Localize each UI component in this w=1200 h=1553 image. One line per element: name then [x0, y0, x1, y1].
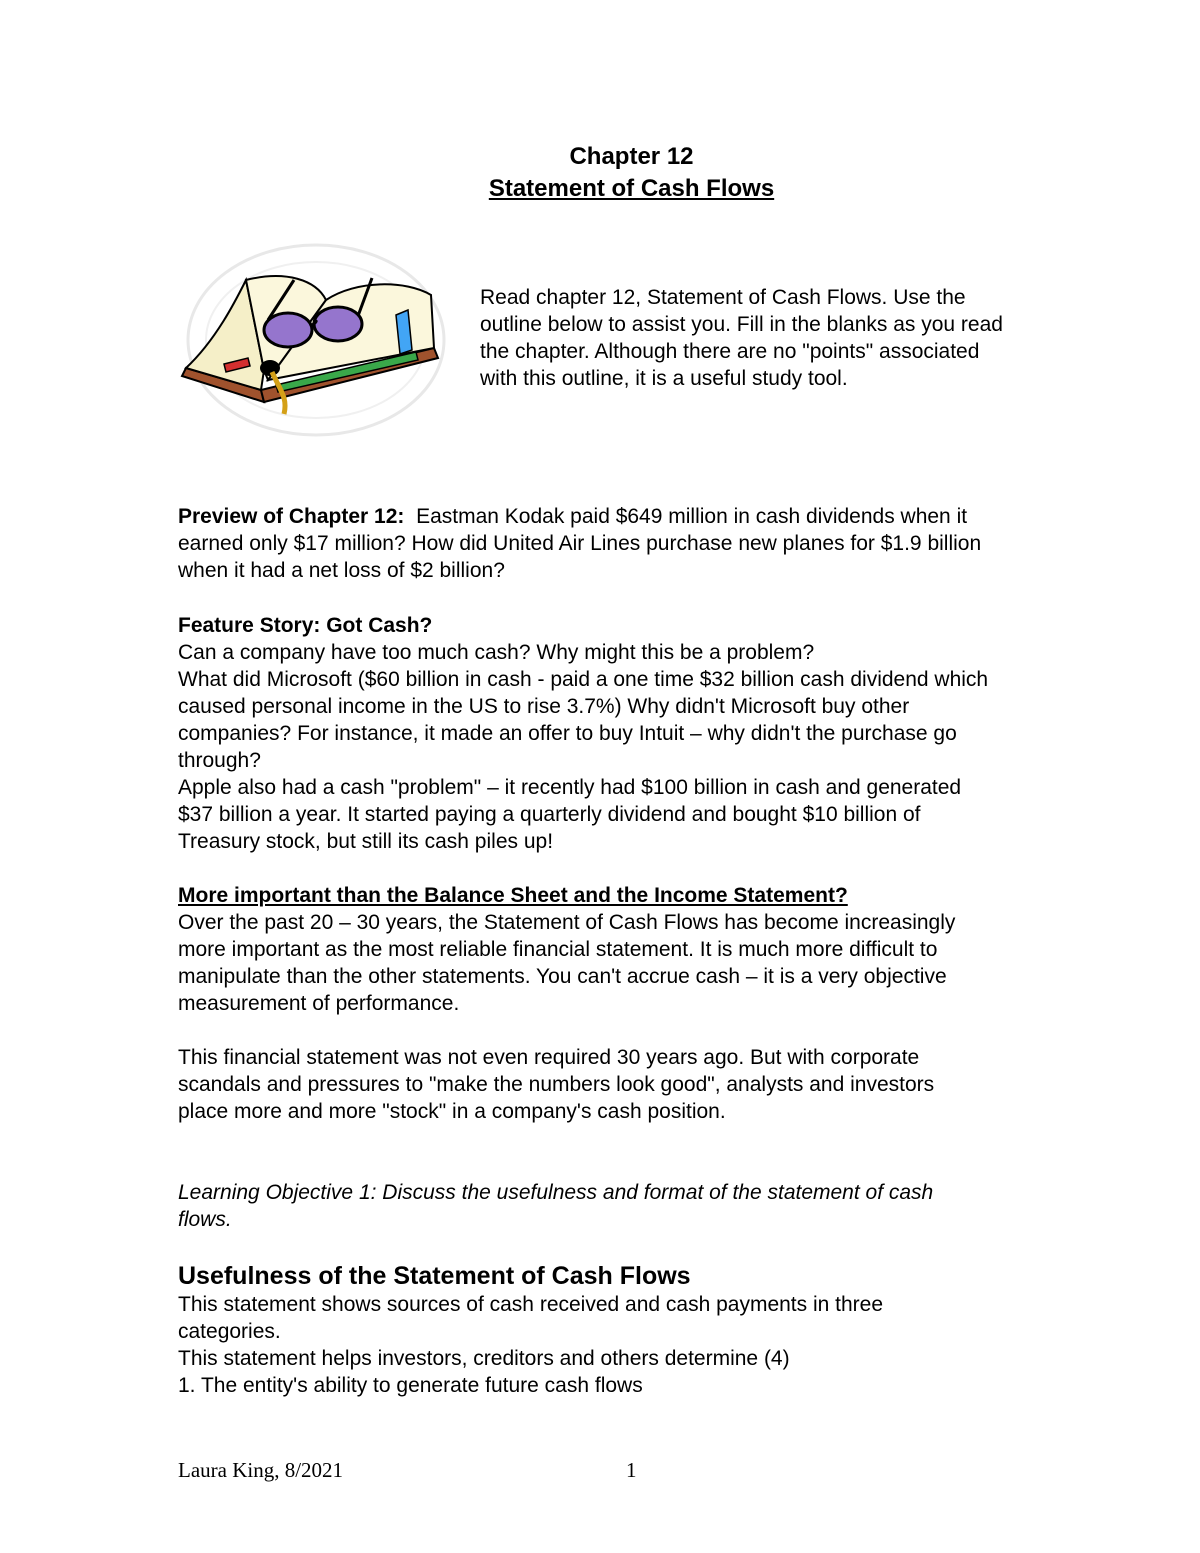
preview-line: earned only $17 million? How did United Air Lines purchase new planes for $1.9 billion — [178, 532, 982, 555]
history-line: This financial statement was not even required 30 years ago. But with corporate — [178, 1046, 920, 1069]
intro-line: with this outline, it is a useful study tool. — [480, 367, 848, 390]
feature-heading: Feature Story: Got Cash? — [178, 614, 433, 637]
history-line: scandals and pressures to "make the numbers look good", analysts and investors — [178, 1073, 935, 1096]
intro-line: Read chapter 12, Statement of Cash Flows. Use the — [480, 286, 966, 309]
history-line: place more and more "stock" in a company's cash position. — [178, 1100, 726, 1123]
usefulness-section — [178, 1261, 1108, 1399]
feature-line: What did Microsoft ($60 billion in cash - paid a one time $32 billion cash dividend which — [178, 668, 989, 691]
usefulness-line: This statement helps investors, creditors and others determine (4) — [178, 1347, 790, 1370]
intro-paragraph — [480, 284, 1120, 392]
importance-line: measurement of performance. — [178, 992, 460, 1015]
feature-line: companies? For instance, it made an offer to buy Intuit – why didn't the purchase go — [178, 722, 957, 745]
learning-objective — [178, 1179, 1108, 1233]
intro-line: the chapter. Although there are no "points" associated — [480, 340, 980, 363]
feature-line: Treasury stock, but still its cash piles up! — [178, 830, 554, 853]
feature-line: through? — [178, 749, 261, 772]
intro-line: outline below to assist you. Fill in the blanks as you read — [480, 313, 1003, 336]
feature-line: $37 billion a year. It started paying a quarterly dividend and bought $10 billion of — [178, 803, 921, 826]
page-title: Statement of Cash Flows — [488, 175, 775, 202]
preview-line: Eastman Kodak paid $649 million in cash dividends when it — [416, 505, 968, 528]
objective-line: Learning Objective 1: Discuss the usefulness and format of the statement of cash — [178, 1181, 934, 1204]
usefulness-line: This statement shows sources of cash received and cash payments in three — [178, 1293, 884, 1316]
page-number: 1 — [626, 1458, 637, 1482]
importance-heading: More important than the Balance Sheet and the Income Statement? — [178, 884, 848, 907]
preview-line: when it had a net loss of $2 billion? — [178, 559, 505, 582]
importance-section — [178, 882, 1108, 1017]
feature-line: Apple also had a cash "problem" – it recently had $100 billion in cash and generated — [178, 776, 962, 799]
feature-story-section — [178, 612, 1108, 855]
open-book-glasses-icon — [176, 240, 446, 440]
feature-line: caused personal income in the US to rise 3.7%) Why didn't Microsoft buy other — [178, 695, 910, 718]
importance-line: manipulate than the other statements. You can't accrue cash – it is a very objective — [178, 965, 947, 988]
objective-line: flows. — [178, 1208, 232, 1231]
importance-line: more important as the most reliable financial statement. It is much more difficult to — [178, 938, 938, 961]
feature-line: Can a company have too much cash? Why might this be a problem? — [178, 641, 815, 664]
chapter-number: Chapter 12 — [569, 143, 694, 170]
usefulness-heading: Usefulness of the Statement of Cash Flows — [178, 1262, 691, 1290]
importance-line: Over the past 20 – 30 years, the Statement of Cash Flows has become increasingly — [178, 911, 956, 934]
history-paragraph — [178, 1044, 1108, 1125]
preview-label: Preview of Chapter 12: — [178, 505, 405, 528]
usefulness-line: categories. — [178, 1320, 281, 1343]
preview-section — [178, 503, 1108, 584]
usefulness-line: 1. The entity's ability to generate future cash flows — [178, 1374, 643, 1397]
footer-author: Laura King, 8/2021 — [178, 1458, 344, 1482]
